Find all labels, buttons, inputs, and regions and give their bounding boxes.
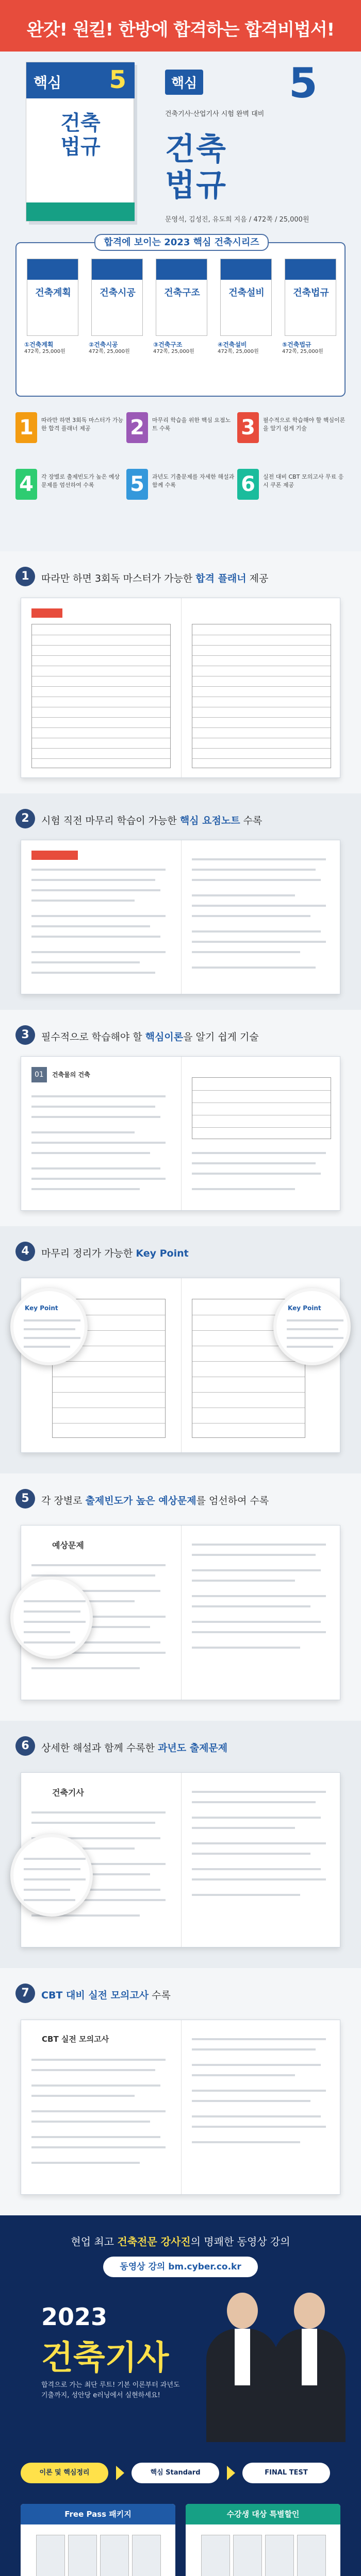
- series-book-label: ④건축설비: [218, 341, 247, 348]
- chapter-tag: 01: [31, 1067, 47, 1082]
- book-series-label: 핵심: [34, 74, 62, 91]
- past-exam-magnifier: [10, 1834, 93, 1917]
- series-book-info: 472쪽, 25,000원: [282, 349, 323, 354]
- section-number: 5: [15, 1489, 35, 1509]
- section-title: 시험 직전 마무리 학습이 가능한 핵심 요점노트 수록: [41, 815, 262, 826]
- keypoint-label: Key Point: [288, 1304, 321, 1312]
- series-book-info: 472쪽, 25,000원: [153, 349, 194, 354]
- section-number: 1: [15, 567, 35, 586]
- series-book: 건축계획: [27, 259, 78, 336]
- feature-item: 1 따라만 하면 3회독 마스터가 가능한 합격 플래너 제공: [15, 412, 124, 448]
- book-title-line1: 건축: [60, 111, 101, 135]
- keypoint-label: Key Point: [25, 1304, 58, 1312]
- feature-item: 4 각 장별로 출제빈도가 높은 예상문제를 엄선하여 수록: [15, 469, 124, 505]
- section-title: 마무리 정리가 가능한 Key Point: [41, 1248, 189, 1259]
- book-spread: [21, 2020, 340, 2195]
- series-book-label: ③건축구조: [153, 341, 183, 348]
- promo-course-name: 건축기사: [41, 2339, 169, 2377]
- hero-title-line2: 법규: [165, 167, 227, 204]
- course-step: 핵심 Standard: [132, 2463, 219, 2483]
- section-expected-questions: [0, 1473, 361, 1721]
- section-number: 3: [15, 1025, 35, 1045]
- section-planner: [0, 551, 361, 793]
- book-spread: [21, 598, 340, 778]
- hero-title-line1: 건축: [165, 131, 227, 167]
- series-subtitle: 건축기사·산업기사 시험 완벽 대비: [165, 110, 265, 118]
- expected-magnifier: [10, 1577, 93, 1659]
- feature-item: 3 필수적으로 학습해야 할 핵심이론을 알기 쉽게 기술: [237, 412, 346, 448]
- instructor-photo: [273, 2293, 346, 2442]
- section-number: 7: [15, 1984, 35, 2003]
- series-book-label: ②건축시공: [89, 341, 118, 348]
- package-card[interactable]: 수강생 대상 특별할인: [186, 2504, 340, 2576]
- section-number: 2: [15, 809, 35, 828]
- top-banner: [0, 0, 361, 52]
- series-book: 건축법규: [285, 259, 336, 336]
- series-number: 5: [289, 59, 318, 107]
- section-title: 따라만 하면 3회독 마스터가 가능한 합격 플래너 제공: [41, 573, 269, 584]
- series-book: 건축설비: [220, 259, 272, 336]
- section-title: CBT 대비 실전 모의고사 수록: [41, 1990, 171, 2001]
- section-key-point: [0, 1226, 361, 1473]
- hero-title-box: [155, 59, 340, 224]
- book-spread: [21, 840, 340, 994]
- lecture-promo: [0, 2215, 361, 2576]
- book-credits: 문영석, 김성진, 유도희 지음 / 472쪽 / 25,000원: [165, 216, 309, 224]
- promo-year: 2023: [41, 2303, 108, 2331]
- book-series-number: 5: [109, 65, 126, 94]
- section-cbt: [0, 1968, 361, 2215]
- expected-title: 예상문제: [52, 1540, 84, 1550]
- cbt-title: CBT 실전 모의고사: [42, 2035, 109, 2044]
- promo-heading: 현업 최고 건축전문 강사진의 명쾌한 동영상 강의: [71, 2235, 290, 2248]
- series-book-info: 472쪽, 25,000원: [24, 349, 65, 354]
- series-book-info: 472쪽, 25,000원: [218, 349, 259, 354]
- feature-item: 5 과년도 기출문제를 자세한 해설과 함께 수록: [126, 469, 235, 505]
- series-book: 건축시공: [91, 259, 143, 336]
- course-steps: [21, 2458, 340, 2488]
- book-spread: [21, 1056, 340, 1211]
- hero-section: [0, 0, 361, 551]
- series-book-label: ⑤건축법규: [282, 341, 311, 348]
- series-box: [15, 237, 346, 397]
- section-core-theory: [0, 1010, 361, 1226]
- section-summary-note: [0, 793, 361, 1010]
- series-label: 핵심: [165, 70, 203, 95]
- instructor-photo: [206, 2293, 278, 2442]
- keypoint-magnifier-right: [273, 1288, 351, 1365]
- promo-description: 합격으로 가는 최단 루트! 기본 이론부터 과년도 기출까지, 성안당 e러닝에서 실현하세요!: [41, 2381, 180, 2399]
- package-card[interactable]: Free Pass 패키지: [21, 2504, 175, 2576]
- series-book: 건축구조: [156, 259, 207, 336]
- chapter-title: 건축물의 건축: [52, 1071, 90, 1078]
- feature-item: 2 마무리 학습을 위한 핵심 요점노트 수록: [126, 412, 235, 448]
- top-banner-text: 완갓! 원킬! 한방에 합격하는 합격비법서!: [26, 20, 335, 40]
- course-step: 이론 및 핵심정리: [21, 2463, 108, 2483]
- series-heading: 합격에 보이는 2023 핵심 건축시리즈: [94, 234, 268, 251]
- section-number: 4: [15, 1242, 35, 1261]
- past-exam-title: 건축기사: [52, 1788, 84, 1798]
- section-title: 필수적으로 학습해야 할 핵심이론을 알기 쉽게 기술: [41, 1031, 259, 1043]
- book-title-line2: 법규: [60, 135, 101, 159]
- section-title: 각 장별로 출제빈도가 높은 예상문제를 엄선하여 수록: [41, 1495, 269, 1506]
- book-cover: [26, 62, 134, 222]
- course-step: FINAL TEST: [242, 2463, 330, 2483]
- section-past-exams: [0, 1721, 361, 1968]
- series-book-info: 472쪽, 25,000원: [89, 349, 130, 354]
- feature-list: [15, 412, 346, 536]
- lecture-link[interactable]: 동영상 강의 bm.cyber.co.kr: [103, 2257, 258, 2277]
- section-title: 상세한 해설과 함께 수록한 과년도 출제문제: [41, 1742, 228, 1754]
- feature-item: 6 실전 대비 CBT 모의고사 무료 응시 쿠폰 제공: [237, 469, 346, 505]
- section-number: 6: [15, 1736, 35, 1756]
- series-book-label: ①건축계획: [24, 341, 54, 348]
- keypoint-magnifier-left: [10, 1288, 88, 1365]
